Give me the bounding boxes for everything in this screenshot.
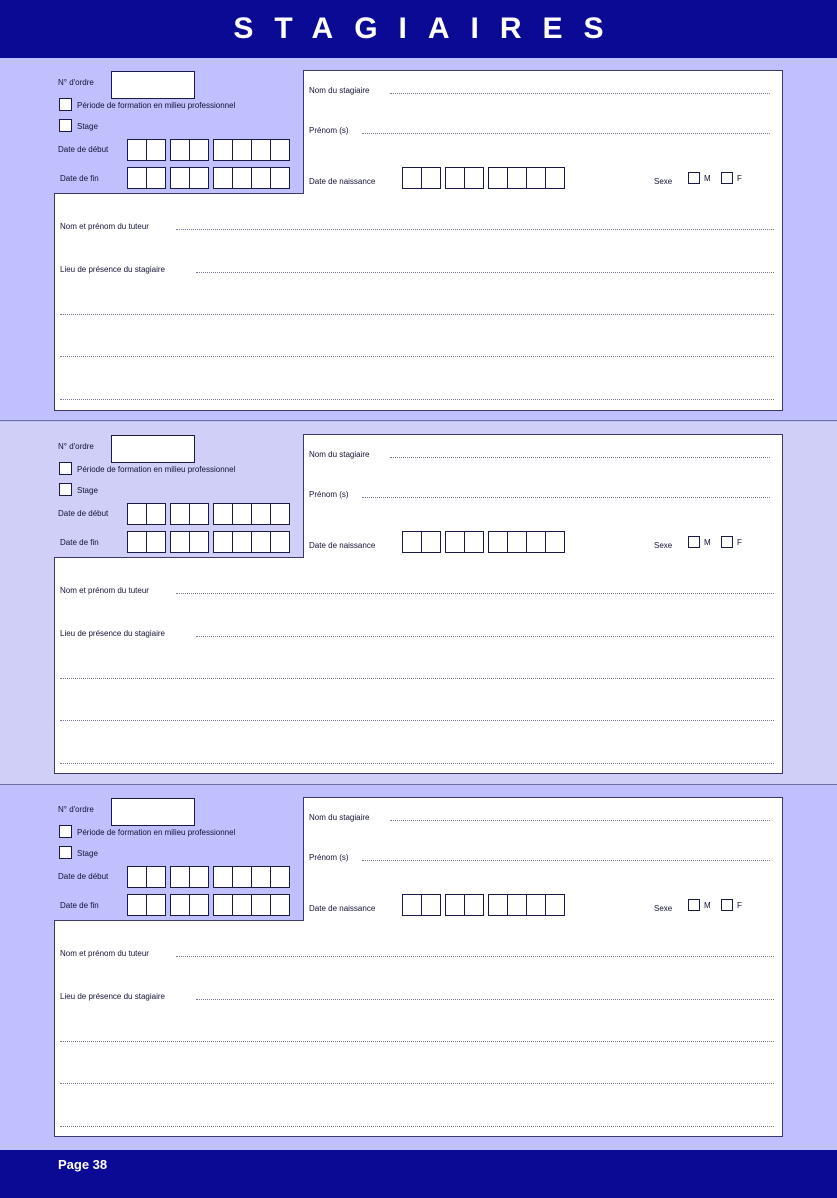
- prenom-label: Prénom (s): [309, 126, 349, 135]
- prenom-line[interactable]: [362, 497, 770, 498]
- form-divider: [0, 420, 837, 421]
- sexe-label: Sexe: [654, 177, 673, 186]
- ordre-label: N° d'ordre: [58, 442, 94, 451]
- sexe-m-label: M: [704, 538, 711, 547]
- trainee-form-1: [0, 58, 837, 420]
- date-fin-label: Date de fin: [60, 901, 99, 910]
- sexe-f-checkbox[interactable]: [721, 536, 733, 548]
- date-naissance-label: Date de naissance: [309, 177, 376, 186]
- date-naissance-label: Date de naissance: [309, 904, 376, 913]
- date-fin-input[interactable]: [127, 167, 290, 189]
- ordre-input[interactable]: [111, 435, 195, 463]
- date-debut-label: Date de début: [58, 509, 109, 518]
- sexe-m-checkbox[interactable]: [688, 536, 700, 548]
- date-debut-input[interactable]: [127, 866, 290, 888]
- sexe-m-label: M: [704, 174, 711, 183]
- lieu-line-4[interactable]: [60, 1126, 774, 1127]
- date-debut-input[interactable]: [127, 503, 290, 525]
- sexe-label: Sexe: [654, 904, 673, 913]
- periode-checkbox[interactable]: [59, 825, 72, 838]
- ordre-label: N° d'ordre: [58, 805, 94, 814]
- sexe-m-checkbox[interactable]: [688, 172, 700, 184]
- periode-checkbox[interactable]: [59, 462, 72, 475]
- sexe-f-checkbox[interactable]: [721, 899, 733, 911]
- lieu-line[interactable]: [196, 999, 774, 1000]
- date-naissance-label: Date de naissance: [309, 541, 376, 550]
- trainee-form-3: [0, 785, 837, 1147]
- periode-checkbox[interactable]: [59, 98, 72, 111]
- date-fin-label: Date de fin: [60, 174, 99, 183]
- lieu-line-3[interactable]: [60, 356, 774, 357]
- nom-line[interactable]: [390, 93, 770, 94]
- sexe-f-label: F: [737, 174, 742, 183]
- tuteur-label: Nom et prénom du tuteur: [60, 949, 149, 958]
- date-naissance-input[interactable]: [402, 894, 565, 916]
- tuteur-line[interactable]: [176, 593, 774, 594]
- ordre-input[interactable]: [111, 71, 195, 99]
- prenom-line[interactable]: [362, 133, 770, 134]
- stage-checkbox[interactable]: [59, 483, 72, 496]
- prenom-label: Prénom (s): [309, 490, 349, 499]
- tuteur-line[interactable]: [176, 229, 774, 230]
- tuteur-line[interactable]: [176, 956, 774, 957]
- sexe-m-checkbox[interactable]: [688, 899, 700, 911]
- lieu-line[interactable]: [196, 272, 774, 273]
- prenom-line[interactable]: [362, 860, 770, 861]
- nom-line[interactable]: [390, 457, 770, 458]
- stage-label: Stage: [77, 122, 98, 131]
- page-number: Page 38: [0, 1150, 837, 1198]
- sexe-f-label: F: [737, 538, 742, 547]
- page-title: STAGIAIRES: [0, 0, 837, 58]
- date-debut-input[interactable]: [127, 139, 290, 161]
- lieu-line-2[interactable]: [60, 678, 774, 679]
- stage-checkbox[interactable]: [59, 119, 72, 132]
- date-fin-input[interactable]: [127, 894, 290, 916]
- trainee-form-2: [0, 422, 837, 784]
- sexe-m-label: M: [704, 901, 711, 910]
- date-debut-label: Date de début: [58, 872, 109, 881]
- lieu-label: Lieu de présence du stagiaire: [60, 992, 165, 1001]
- lieu-line-4[interactable]: [60, 399, 774, 400]
- date-debut-label: Date de début: [58, 145, 109, 154]
- lieu-line-3[interactable]: [60, 720, 774, 721]
- periode-label: Période de formation en milieu professionnel: [77, 465, 236, 474]
- lieu-label: Lieu de présence du stagiaire: [60, 265, 165, 274]
- stage-label: Stage: [77, 486, 98, 495]
- tuteur-label: Nom et prénom du tuteur: [60, 222, 149, 231]
- tuteur-label: Nom et prénom du tuteur: [60, 586, 149, 595]
- lieu-line-2[interactable]: [60, 1041, 774, 1042]
- nom-line[interactable]: [390, 820, 770, 821]
- sexe-f-label: F: [737, 901, 742, 910]
- nom-label: Nom du stagiaire: [309, 450, 370, 459]
- periode-label: Période de formation en milieu professionnel: [77, 101, 236, 110]
- ordre-input[interactable]: [111, 798, 195, 826]
- lieu-label: Lieu de présence du stagiaire: [60, 629, 165, 638]
- date-fin-input[interactable]: [127, 531, 290, 553]
- sexe-f-checkbox[interactable]: [721, 172, 733, 184]
- date-naissance-input[interactable]: [402, 167, 565, 189]
- date-naissance-input[interactable]: [402, 531, 565, 553]
- sexe-label: Sexe: [654, 541, 673, 550]
- nom-label: Nom du stagiaire: [309, 813, 370, 822]
- stage-label: Stage: [77, 849, 98, 858]
- lieu-line-2[interactable]: [60, 314, 774, 315]
- ordre-label: N° d'ordre: [58, 78, 94, 87]
- nom-label: Nom du stagiaire: [309, 86, 370, 95]
- periode-label: Période de formation en milieu professionnel: [77, 828, 236, 837]
- stage-checkbox[interactable]: [59, 846, 72, 859]
- prenom-label: Prénom (s): [309, 853, 349, 862]
- lieu-line-4[interactable]: [60, 763, 774, 764]
- lieu-line-3[interactable]: [60, 1083, 774, 1084]
- lieu-line[interactable]: [196, 636, 774, 637]
- date-fin-label: Date de fin: [60, 538, 99, 547]
